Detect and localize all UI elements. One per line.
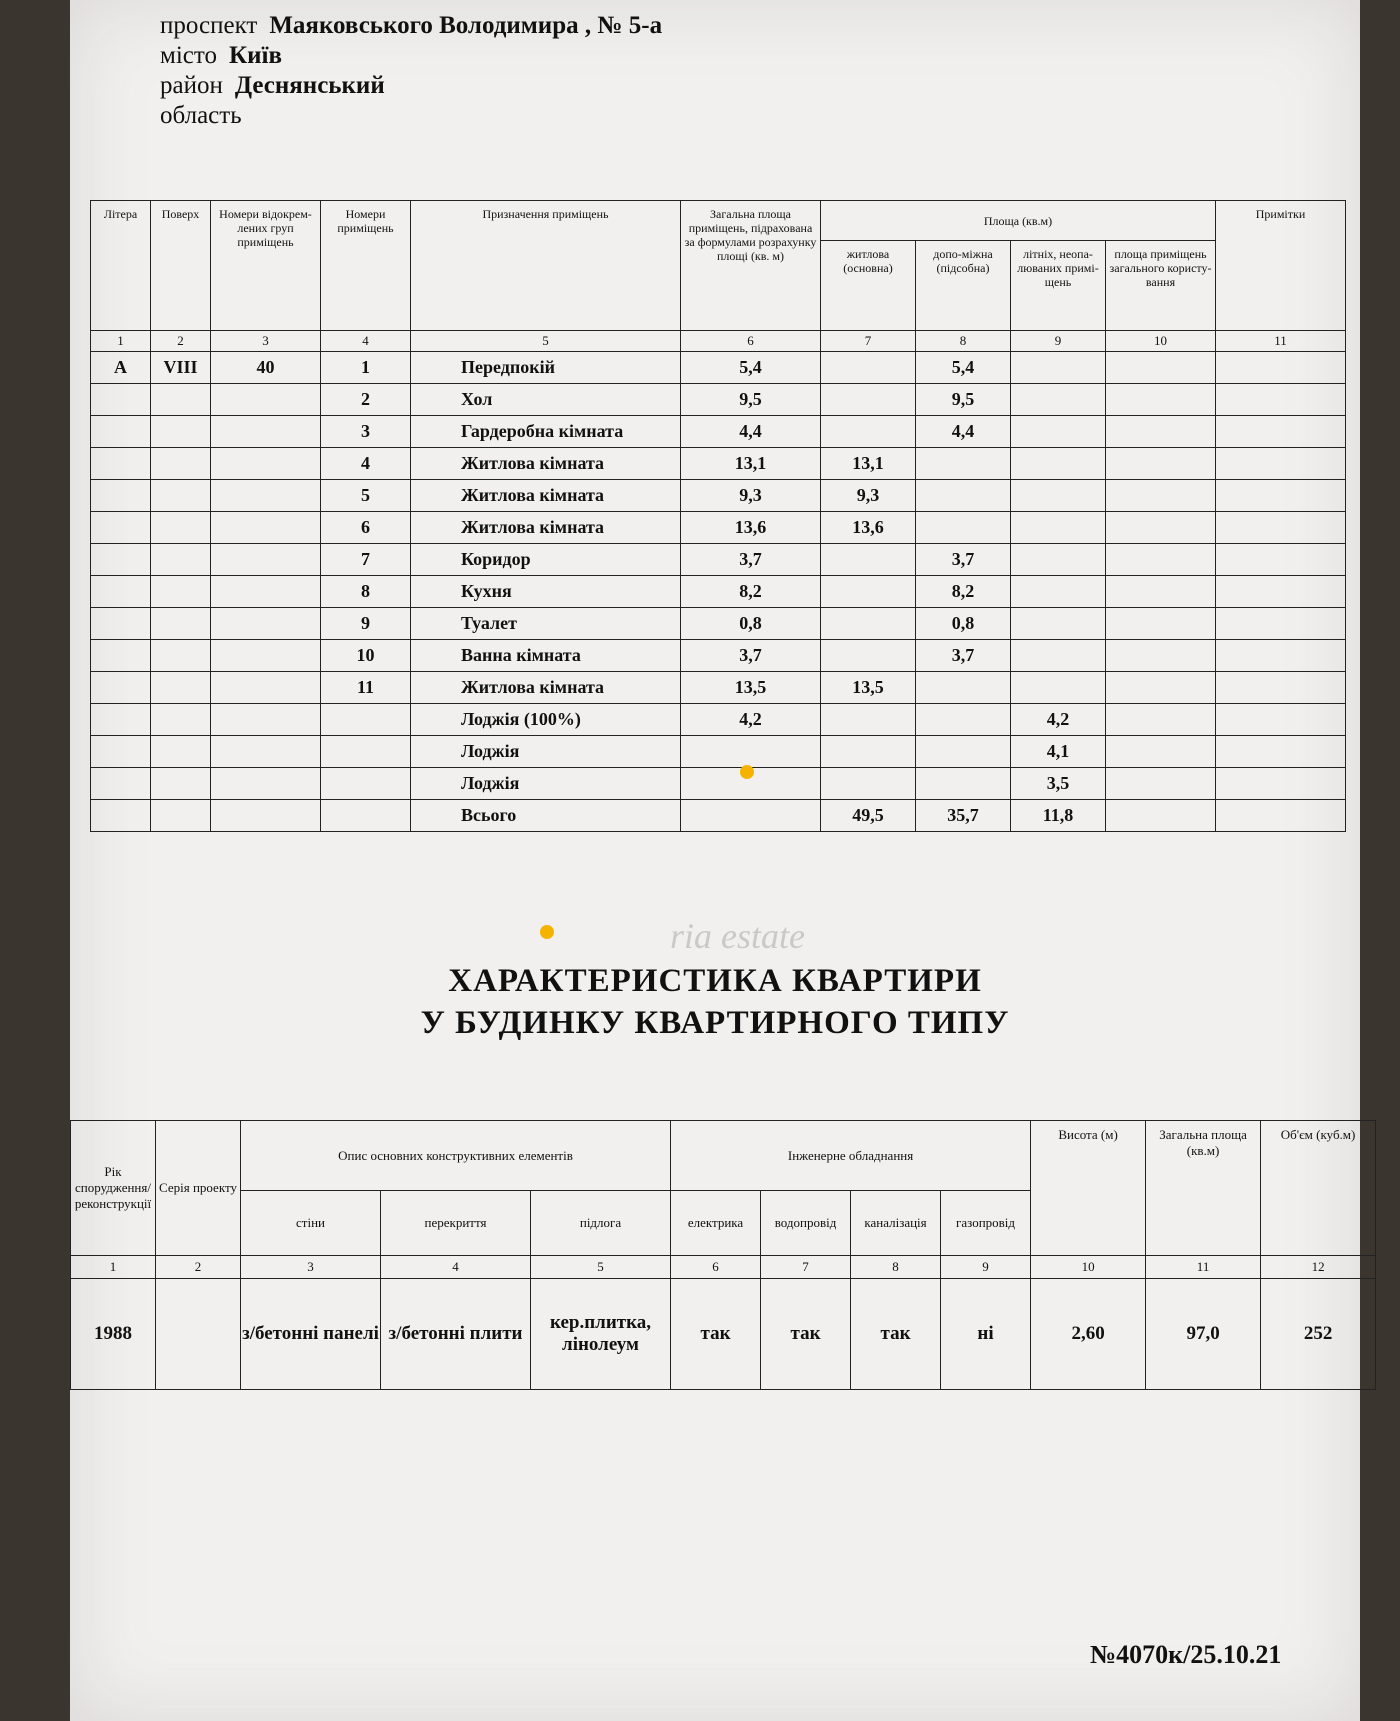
cell-living [821,544,916,576]
table-row [91,704,1346,736]
header-summer: літніх, неопа-люваних примі-щень [1011,241,1106,331]
cell-common [1106,640,1216,672]
cell-notes [1216,544,1346,576]
value-total-area: 97,0 [1146,1279,1261,1390]
cell-name: Туалет [411,608,681,640]
cell-common [1106,800,1216,832]
cell-total: 9,3 [681,480,821,512]
table-row [91,576,1346,608]
cell-common [1106,576,1216,608]
cell-notes [1216,512,1346,544]
cell-auxiliary [916,448,1011,480]
cell-total: 13,1 [681,448,821,480]
table-row [91,384,1346,416]
header-electric: електрика [671,1191,761,1256]
cell-summer [1011,512,1106,544]
header-engineering: Інженерне обладнання [671,1121,1031,1191]
table-row [91,416,1346,448]
cell-total: 13,5 [681,672,821,704]
cell-total: 3,7 [681,640,821,672]
table-row [91,640,1346,672]
cell-living [821,416,916,448]
cell-group [211,672,321,704]
cell-summer [1011,672,1106,704]
cell-auxiliary [916,480,1011,512]
cell-summer [1011,384,1106,416]
header-living: житлова (основна) [821,241,916,331]
cell-auxiliary: 9,5 [916,384,1011,416]
cell-summer [1011,448,1106,480]
col-number: 1 [91,331,151,352]
cell-common [1106,544,1216,576]
value-gas: ні [941,1279,1031,1390]
cell-summer [1011,352,1106,384]
cell-common [1106,352,1216,384]
cell-notes [1216,480,1346,512]
cell-group [211,384,321,416]
col-number: 2 [156,1256,241,1279]
cell-litera [91,448,151,480]
value-electric: так [671,1279,761,1390]
header-water: водопровід [761,1191,851,1256]
value-sewage: так [851,1279,941,1390]
room-rows [91,352,1346,832]
value-walls: з/бетонні панелі [241,1279,381,1390]
column-number-row [71,1256,1376,1279]
cell-name: Кухня [411,576,681,608]
cell-auxiliary [916,768,1011,800]
cell-summer [1011,576,1106,608]
cell-auxiliary: 3,7 [916,640,1011,672]
cell-summer: 4,1 [1011,736,1106,768]
cell-notes [1216,768,1346,800]
cell-summer [1011,608,1106,640]
header-notes: Примітки [1216,201,1346,331]
cell-room: 10 [321,640,411,672]
cell-living [821,352,916,384]
cell-living [821,704,916,736]
col-number: 5 [531,1256,671,1279]
cell-common [1106,608,1216,640]
col-number: 7 [761,1256,851,1279]
table-row [91,448,1346,480]
cell-floor [151,640,211,672]
cell-floor [151,576,211,608]
cell-group [211,608,321,640]
cell-room: 9 [321,608,411,640]
col-number: 3 [211,331,321,352]
cell-total: 9,5 [681,384,821,416]
value-height: 2,60 [1031,1279,1146,1390]
cell-room: 5 [321,480,411,512]
value-floor: кер.плитка, лінолеум [531,1279,671,1390]
cell-group [211,736,321,768]
cell-auxiliary [916,704,1011,736]
cell-summer: 11,8 [1011,800,1106,832]
header-ceilings: перекриття [381,1191,531,1256]
cell-total: 4,4 [681,416,821,448]
cell-living: 9,3 [821,480,916,512]
cell-total: 0,8 [681,608,821,640]
cell-common [1106,704,1216,736]
header-series: Серія проекту [156,1121,241,1256]
rooms-table [90,200,1346,832]
header-common: площа приміщень загального користу-вання [1106,241,1216,331]
cell-notes [1216,800,1346,832]
cell-room [321,704,411,736]
cell-summer [1011,480,1106,512]
cell-total: 4,2 [681,704,821,736]
cell-common [1106,384,1216,416]
header-area-group: Площа (кв.м) [821,201,1216,241]
cell-group [211,800,321,832]
cell-auxiliary: 8,2 [916,576,1011,608]
cell-litera [91,736,151,768]
header-sewage: каналізація [851,1191,941,1256]
cell-litera [91,544,151,576]
cell-summer [1011,544,1106,576]
cell-living [821,576,916,608]
cell-litera [91,576,151,608]
col-number: 10 [1106,331,1216,352]
table-row [91,608,1346,640]
cell-group [211,480,321,512]
col-number: 2 [151,331,211,352]
cell-common [1106,768,1216,800]
cell-floor [151,480,211,512]
document-number: №4070к/25.10.21 [1090,1640,1282,1669]
cell-group: 40 [211,352,321,384]
col-number: 3 [241,1256,381,1279]
cell-litera: А [91,352,151,384]
cell-living [821,736,916,768]
column-number-row [91,331,1346,352]
cell-notes [1216,352,1346,384]
marker-dot [740,765,754,779]
cell-name: Житлова кімната [411,512,681,544]
apartment-table [70,1120,1376,1390]
cell-room: 7 [321,544,411,576]
cell-notes [1216,736,1346,768]
col-number: 8 [916,331,1011,352]
cell-litera [91,800,151,832]
value-year: 1988 [71,1279,156,1390]
col-number: 4 [321,331,411,352]
table-row [91,768,1346,800]
cell-name: Лоджія (100%) [411,704,681,736]
cell-group [211,448,321,480]
cell-living: 13,5 [821,672,916,704]
cell-floor [151,512,211,544]
cell-notes [1216,704,1346,736]
col-number: 10 [1031,1256,1146,1279]
col-number: 4 [381,1256,531,1279]
cell-living [821,384,916,416]
cell-group [211,768,321,800]
cell-litera [91,384,151,416]
table-row [91,800,1346,832]
cell-litera [91,704,151,736]
address-district: район Деснянський [160,72,385,99]
cell-summer: 3,5 [1011,768,1106,800]
cell-litera [91,416,151,448]
cell-common [1106,416,1216,448]
cell-name: Ванна кімната [411,640,681,672]
watermark: ria estate [670,916,805,956]
table-row [91,512,1346,544]
col-number: 8 [851,1256,941,1279]
cell-name: Лоджія [411,768,681,800]
cell-group [211,640,321,672]
header-auxiliary: допо-міжна (підсобна) [916,241,1011,331]
cell-name: Хол [411,384,681,416]
col-number: 5 [411,331,681,352]
cell-living [821,608,916,640]
header-height: Висота (м) [1031,1121,1146,1256]
header-gas: газопровід [941,1191,1031,1256]
cell-summer [1011,640,1106,672]
cell-floor [151,704,211,736]
cell-common [1106,448,1216,480]
marker-dot [540,925,554,939]
header-volume: Об'єм (куб.м) [1261,1121,1376,1256]
cell-group [211,416,321,448]
cell-room: 4 [321,448,411,480]
address-region: область [160,102,242,129]
cell-name: Коридор [411,544,681,576]
address-city: місто Київ [160,42,282,69]
cell-floor: VIII [151,352,211,384]
col-number: 7 [821,331,916,352]
col-number: 6 [681,331,821,352]
header-structural: Опис основних конструктивних елементів [241,1121,671,1191]
section-title-line2: У БУДИНКУ КВАРТИРНОГО ТИПУ [420,1005,1010,1041]
col-number: 9 [941,1256,1031,1279]
cell-floor [151,416,211,448]
cell-auxiliary: 3,7 [916,544,1011,576]
value-volume: 252 [1261,1279,1376,1390]
cell-summer: 4,2 [1011,704,1106,736]
cell-floor [151,544,211,576]
cell-living: 13,6 [821,512,916,544]
cell-living: 49,5 [821,800,916,832]
value-ceilings: з/бетонні плити [381,1279,531,1390]
header-floor: підлога [531,1191,671,1256]
header-group-numbers: Номери відокрем-лених груп приміщень [211,201,321,331]
col-number: 11 [1146,1256,1261,1279]
cell-auxiliary: 35,7 [916,800,1011,832]
table-row [91,544,1346,576]
cell-auxiliary [916,512,1011,544]
header-total-area: Загальна площа приміщень, підрахована за формулами розрахунку площі (кв. м) [681,201,821,331]
cell-living: 13,1 [821,448,916,480]
header-walls: стіни [241,1191,381,1256]
table-row [91,736,1346,768]
cell-floor [151,384,211,416]
cell-group [211,544,321,576]
cell-litera [91,608,151,640]
cell-room [321,736,411,768]
cell-total: 5,4 [681,352,821,384]
cell-name: Гардеробна кімната [411,416,681,448]
cell-common [1106,512,1216,544]
cell-group [211,576,321,608]
cell-group [211,704,321,736]
col-number: 6 [671,1256,761,1279]
cell-name: Лоджія [411,736,681,768]
cell-floor [151,736,211,768]
cell-auxiliary [916,672,1011,704]
cell-floor [151,800,211,832]
cell-floor [151,672,211,704]
section-title-line1: ХАРАКТЕРИСТИКА КВАРТИРИ [448,963,982,999]
cell-living [821,640,916,672]
header-year: Рік спорудження/ реконструкції [71,1121,156,1256]
cell-name: Житлова кімната [411,672,681,704]
cell-notes [1216,640,1346,672]
header-total-area: Загальна площа (кв.м) [1146,1121,1261,1256]
cell-litera [91,512,151,544]
address-street: проспект Маяковського Володимира , № 5-а [160,12,663,39]
cell-total [681,736,821,768]
table-row [91,480,1346,512]
cell-floor [151,608,211,640]
header-floor: Поверх [151,201,211,331]
cell-room: 3 [321,416,411,448]
table-row [91,672,1346,704]
cell-litera [91,672,151,704]
cell-notes [1216,384,1346,416]
cell-name: Житлова кімната [411,480,681,512]
cell-room: 1 [321,352,411,384]
cell-group [211,512,321,544]
header-purpose: Призначення приміщень [411,201,681,331]
header-litera: Літера [91,201,151,331]
cell-auxiliary: 5,4 [916,352,1011,384]
cell-common [1106,480,1216,512]
col-number: 1 [71,1256,156,1279]
cell-total: 13,6 [681,512,821,544]
cell-total: 8,2 [681,576,821,608]
cell-floor [151,768,211,800]
cell-room: 2 [321,384,411,416]
cell-name: Житлова кімната [411,448,681,480]
document-sheet [70,0,1360,1721]
col-number: 9 [1011,331,1106,352]
col-number: 11 [1216,331,1346,352]
header-room-numbers: Номери приміщень [321,201,411,331]
cell-total: 3,7 [681,544,821,576]
apartment-values-row [71,1279,1376,1390]
cell-room: 11 [321,672,411,704]
cell-floor [151,448,211,480]
cell-common [1106,736,1216,768]
cell-notes [1216,448,1346,480]
cell-living [821,768,916,800]
cell-notes [1216,416,1346,448]
cell-room [321,800,411,832]
cell-litera [91,768,151,800]
cell-room: 6 [321,512,411,544]
cell-auxiliary: 0,8 [916,608,1011,640]
cell-litera [91,480,151,512]
cell-auxiliary: 4,4 [916,416,1011,448]
cell-name: Передпокій [411,352,681,384]
cell-total [681,800,821,832]
value-series [156,1279,241,1390]
cell-notes [1216,608,1346,640]
cell-room [321,768,411,800]
cell-notes [1216,672,1346,704]
cell-litera [91,640,151,672]
cell-summer [1011,416,1106,448]
cell-auxiliary [916,736,1011,768]
cell-room: 8 [321,576,411,608]
value-water: так [761,1279,851,1390]
cell-notes [1216,576,1346,608]
table-row [91,352,1346,384]
cell-common [1106,672,1216,704]
col-number: 12 [1261,1256,1376,1279]
cell-name: Всього [411,800,681,832]
